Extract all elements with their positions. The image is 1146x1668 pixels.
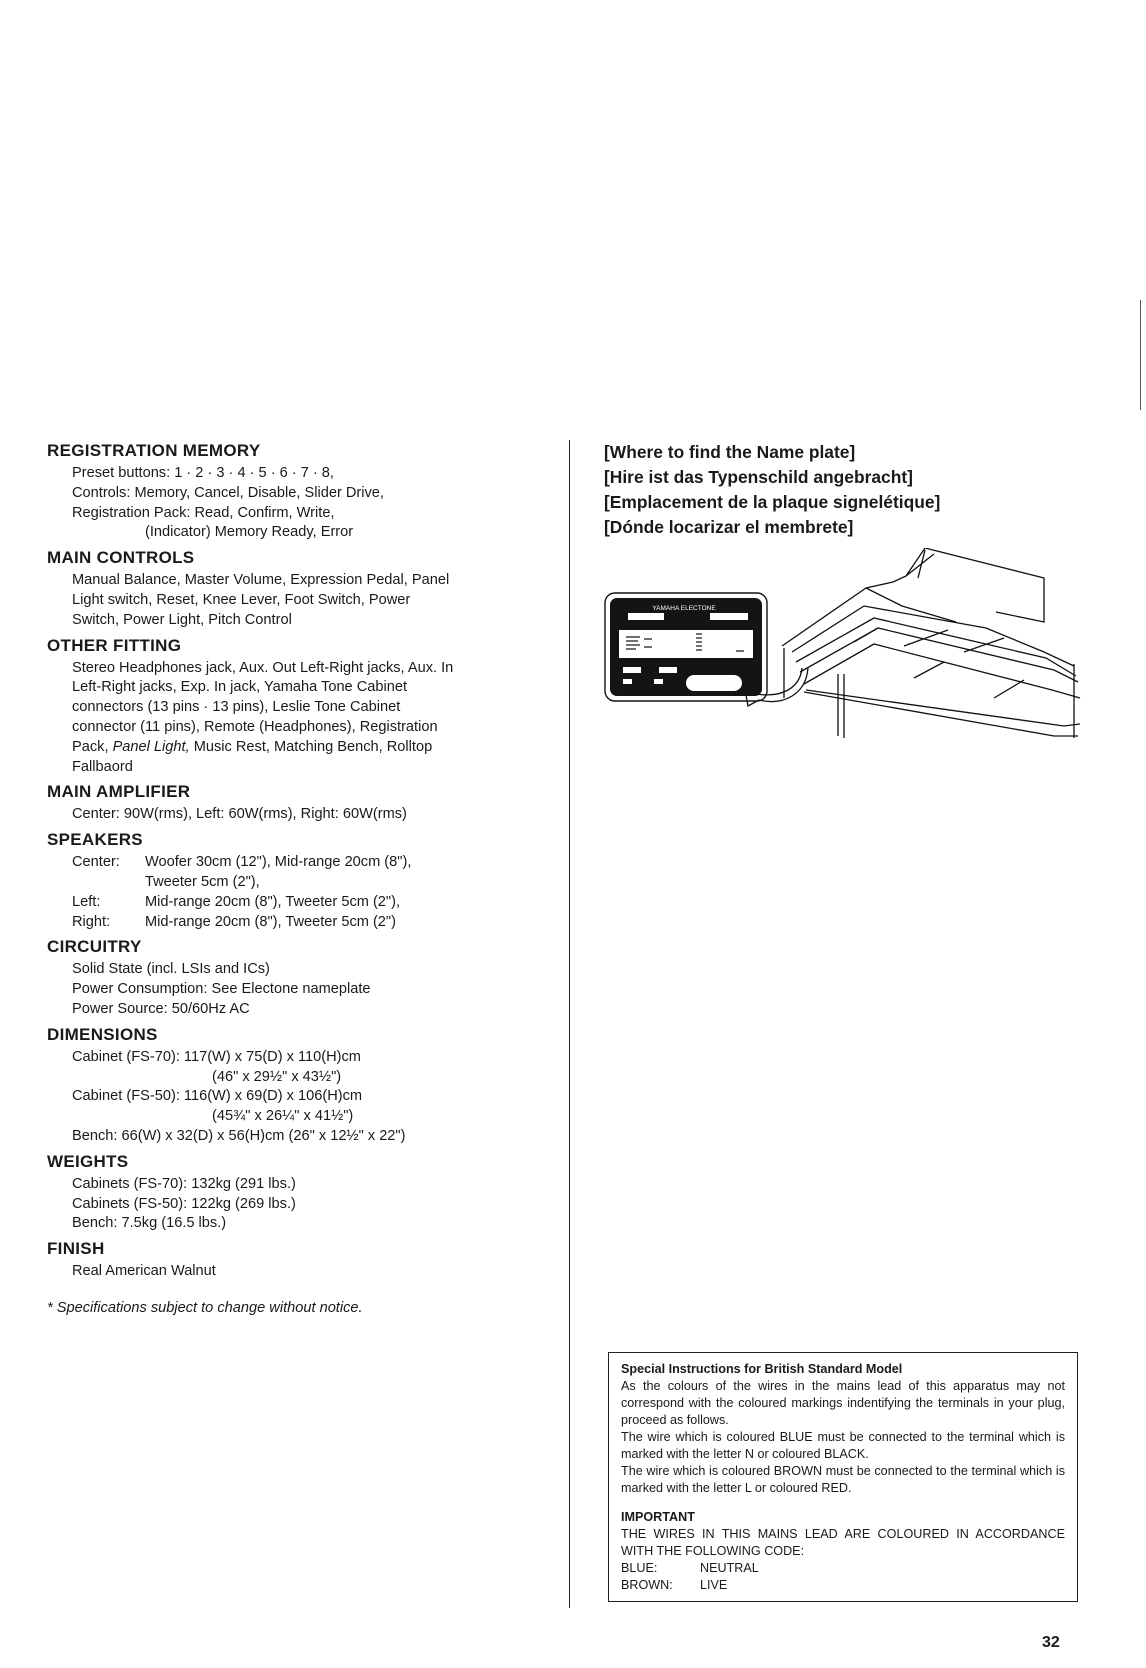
wire-colour: BROWN: xyxy=(621,1578,673,1592)
spec-line: Stereo Headphones jack, Aux. Out Left-Right jacks, Aux. In xyxy=(72,659,454,676)
spec-italic-text: Panel Light, xyxy=(112,738,190,755)
spec-line: Cabinet (FS-70): 117(W) x 75(D) x 110(H)cm xyxy=(72,1048,361,1065)
uk-box-paragraph: As the colours of the wires in the mains lead of this apparatus may not correspond with the coloured markings indentifying the terminals in your plug, proceed as follows. xyxy=(621,1379,1065,1427)
spec-line: (45¾" x 26¼" x 41½") xyxy=(212,1108,354,1125)
speaker-row-left xyxy=(72,893,547,913)
page-number: 32 xyxy=(1042,1634,1060,1651)
section-title: REGISTRATION MEMORY xyxy=(47,441,261,460)
section-title: SPEAKERS xyxy=(47,830,143,850)
speaker-row-center-cont xyxy=(72,873,547,893)
organ-cabinet-illustration xyxy=(782,548,1080,738)
spec-line: Power Consumption: See Electone nameplate xyxy=(72,981,371,998)
nameplate-header-de: [Hire ist das Typenschild angebracht] xyxy=(604,467,913,487)
section-registration-memory xyxy=(47,440,547,543)
spec-line: Cabinets (FS-70): 132kg (291 lbs.) xyxy=(72,1175,296,1192)
speaker-label: Right: xyxy=(72,913,111,930)
spec-line: (Indicator) Memory Ready, Error xyxy=(145,524,354,541)
spec-line: Switch, Power Light, Pitch Control xyxy=(72,611,292,628)
wire-meaning: LIVE xyxy=(700,1578,728,1592)
section-other-fitting xyxy=(47,635,547,778)
speaker-spec: Mid-range 20cm (8"), Tweeter 5cm (2") xyxy=(145,913,396,930)
wire-colour: BLUE: xyxy=(621,1561,658,1575)
spec-line: Bench: 66(W) x 32(D) x 56(H)cm (26" x 12½" x 22") xyxy=(72,1127,406,1144)
spec-line: Left-Right jacks, Exp. In jack, Yamaha Tone Cabinet xyxy=(72,679,408,696)
section-title: FINISH xyxy=(47,1239,105,1259)
nameplate-brand-label: YAMAHA ELECTONE xyxy=(652,605,716,612)
section-weights xyxy=(47,1151,547,1234)
spec-line: Controls: Memory, Cancel, Disable, Slider Drive, xyxy=(72,484,384,501)
spec-line: connector (11 pins), Remote (Headphones), Registration xyxy=(72,718,438,735)
speaker-row-right xyxy=(72,913,547,933)
speaker-spec: Woofer 30cm (12"), Mid-range 20cm (8"), xyxy=(145,854,412,871)
section-title: DIMENSIONS xyxy=(47,1024,158,1044)
speaker-spec: Tweeter 5cm (2"), xyxy=(145,873,260,890)
spec-line: Preset buttons: 1 · 2 · 3 · 4 · 5 · 6 · 7 · 8, xyxy=(72,465,334,481)
spec-line: Center: 90W(rms), Left: 60W(rms), Right: 60W(rms) xyxy=(72,806,407,823)
spec-line: Fallbaord xyxy=(72,758,133,775)
uk-important-heading: IMPORTANT xyxy=(621,1510,695,1524)
nameplate-header-es: [Dónde locarizar el membrete] xyxy=(604,517,854,537)
spec-line: Bench: 7.5kg (16.5 lbs.) xyxy=(72,1215,227,1232)
spec-line: connectors (13 pins · 13 pins), Leslie Tone Cabinet xyxy=(72,699,401,716)
section-title: MAIN AMPLIFIER xyxy=(47,782,191,802)
spec-line: Registration Pack: Read, Confirm, Write, xyxy=(72,504,335,521)
spec-text: Music Rest, Matching Bench, Rolltop xyxy=(193,738,433,755)
wire-code-brown xyxy=(621,1577,1065,1594)
section-title: CIRCUITRY xyxy=(47,937,142,957)
british-instructions-box xyxy=(608,1352,1078,1602)
spec-line: Real American Walnut xyxy=(72,1263,216,1280)
nameplate-header-en: [Where to find the Name plate] xyxy=(604,442,856,462)
section-main-amplifier xyxy=(47,781,547,825)
spec-footnote: * Specifications subject to change without notice. xyxy=(47,1299,363,1316)
spec-line: Solid State (incl. LSIs and ICs) xyxy=(72,961,270,978)
column-divider xyxy=(569,440,570,1608)
spec-text: Pack, xyxy=(72,738,109,755)
uk-important-text: THE WIRES IN THIS MAINS LEAD ARE COLOURED IN ACCORDANCE WITH THE FOLLOWING CODE: xyxy=(621,1527,1065,1558)
spec-line: Power Source: 50/60Hz AC xyxy=(72,1000,250,1017)
section-speakers xyxy=(47,829,547,932)
speaker-label: Left: xyxy=(72,893,101,910)
uk-box-paragraph: The wire which is coloured BROWN must be connected to the terminal which is marked with the letter L or coloured RED. xyxy=(621,1464,1065,1495)
wire-code-blue xyxy=(621,1560,1065,1577)
spec-line: Cabinets (FS-50): 122kg (269 lbs.) xyxy=(72,1195,296,1212)
spec-line xyxy=(72,738,547,758)
section-finish xyxy=(47,1238,547,1282)
wire-meaning: NEUTRAL xyxy=(700,1561,759,1575)
uk-box-title: Special Instructions for British Standard Model xyxy=(621,1362,903,1376)
uk-box-paragraph: The wire which is coloured BLUE must be connected to the terminal which is marked with the letter N or coloured BLACK. xyxy=(621,1430,1065,1461)
specifications-column xyxy=(47,440,547,1316)
spec-line: Manual Balance, Master Volume, Expression Pedal, Panel xyxy=(72,572,450,589)
spec-line: (46" x 29½" x 43½") xyxy=(212,1068,342,1085)
section-circuitry xyxy=(47,936,547,1019)
nameplate-location-diagram xyxy=(604,548,1094,788)
section-title: WEIGHTS xyxy=(47,1151,129,1171)
spec-line: Light switch, Reset, Knee Lever, Foot Switch, Power xyxy=(72,591,411,608)
scan-edge-line xyxy=(1140,300,1141,410)
section-main-controls xyxy=(47,547,547,630)
speaker-label: Center: xyxy=(72,854,120,871)
section-title: MAIN CONTROLS xyxy=(47,548,195,568)
section-dimensions xyxy=(47,1024,547,1147)
spec-line: Cabinet (FS-50): 116(W) x 69(D) x 106(H)cm xyxy=(72,1088,363,1105)
nameplate-illustration xyxy=(605,593,767,701)
speaker-row-center xyxy=(72,853,547,873)
section-title: OTHER FITTING xyxy=(47,635,182,655)
nameplate-header-fr: [Emplacement de la plaque signelétique] xyxy=(604,492,941,512)
nameplate-section xyxy=(604,440,1104,540)
speaker-spec: Mid-range 20cm (8"), Tweeter 5cm (2"), xyxy=(145,893,401,910)
